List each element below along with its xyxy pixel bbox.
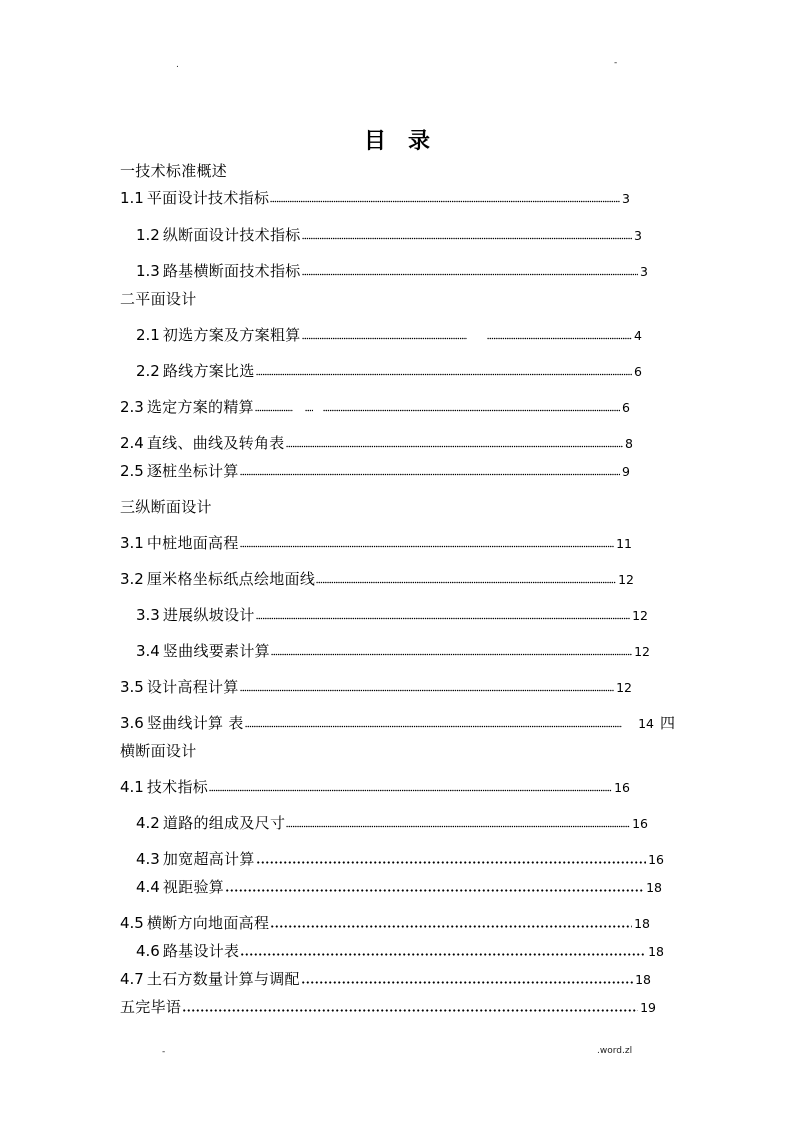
dot-leader xyxy=(240,942,646,956)
toc-entry[interactable] xyxy=(120,432,633,453)
wrapped-section-prefix: 四 xyxy=(659,714,675,732)
toc-entry[interactable] xyxy=(136,812,648,833)
entry-number: 4.6 xyxy=(136,942,160,960)
entry-page: 18 xyxy=(646,880,662,895)
dot-leader xyxy=(182,998,638,1012)
entry-number: 1.2 xyxy=(136,226,160,244)
dot-leader xyxy=(302,262,638,276)
section-heading-2: 二平面设计 xyxy=(120,290,197,308)
entry-title: 进展纵坡设计 xyxy=(162,606,255,624)
entry-page: 16 xyxy=(632,816,648,831)
entry-number: 4.3 xyxy=(136,850,160,868)
entry-title: 道路的组成及尺寸 xyxy=(162,814,286,832)
dot-leader xyxy=(301,970,633,984)
entry-number: 3.3 xyxy=(136,606,160,624)
toc-entry[interactable] xyxy=(136,224,642,245)
toc-entry[interactable] xyxy=(136,876,662,897)
toc-entry[interactable] xyxy=(136,260,648,281)
dot-leader xyxy=(240,462,620,476)
entry-page: 8 xyxy=(625,436,633,451)
entry-number: 1.1 xyxy=(120,189,144,207)
toc-entry[interactable] xyxy=(120,912,650,933)
section-heading-1: 一技术标准概述 xyxy=(120,162,228,180)
toc-entry[interactable] xyxy=(136,640,650,661)
entry-title: 选定方案的精算 xyxy=(146,398,254,416)
footer-right-text: .word.zl xyxy=(597,1046,633,1056)
dot-leader xyxy=(256,850,646,864)
dot-leader xyxy=(240,678,614,692)
dot-leader xyxy=(316,570,616,584)
section-heading-5: 五完毕语 xyxy=(120,998,182,1016)
entry-page: 12 xyxy=(616,680,632,695)
dot-leader xyxy=(240,534,614,548)
toc-entry[interactable] xyxy=(120,460,630,481)
entry-page: 3 xyxy=(622,191,630,206)
entry-number: 3.1 xyxy=(120,534,144,552)
toc-entry[interactable] xyxy=(136,940,664,961)
entry-number: 4.5 xyxy=(120,914,144,932)
dot-leader xyxy=(286,434,623,448)
entry-number: 2.1 xyxy=(136,326,160,344)
footer-left-mark: - xyxy=(162,1047,166,1057)
dot-leader xyxy=(305,398,313,412)
dot-leader xyxy=(286,814,630,828)
dot-leader xyxy=(256,362,632,376)
entry-number: 2.2 xyxy=(136,362,160,380)
toc-entry[interactable] xyxy=(136,604,648,625)
entry-page: 6 xyxy=(634,364,642,379)
toc-entry[interactable] xyxy=(120,187,630,208)
entry-page: 9 xyxy=(622,464,630,479)
entry-number: 3.2 xyxy=(120,570,144,588)
toc-entry[interactable] xyxy=(120,676,632,697)
entry-title: 技术指标 xyxy=(146,778,209,796)
entry-title: 竖曲线计算 表 xyxy=(146,714,244,732)
entry-page: 6 xyxy=(622,400,630,415)
entry-title: 逐桩坐标计算 xyxy=(146,462,239,480)
toc-entry[interactable] xyxy=(136,360,642,381)
entry-title: 路基横断面技术指标 xyxy=(162,262,301,280)
entry-page: 16 xyxy=(648,852,664,867)
header-left-mark: . xyxy=(176,60,179,70)
section-heading-4: 横断面设计 xyxy=(120,742,197,760)
dot-leader xyxy=(302,226,632,240)
entry-title: 竖曲线要素计算 xyxy=(162,642,270,660)
entry-title: 纵断面设计技术指标 xyxy=(162,226,301,244)
entry-number: 3.5 xyxy=(120,678,144,696)
toc-entry[interactable] xyxy=(136,848,664,869)
dot-leader xyxy=(323,398,620,412)
entry-page: 4 xyxy=(634,328,642,343)
toc-entry-closing[interactable] xyxy=(120,996,656,1017)
entry-title: 加宽超高计算 xyxy=(162,850,255,868)
entry-page: 18 xyxy=(635,972,651,987)
entry-title: 平面设计技术指标 xyxy=(146,189,270,207)
entry-page: 3 xyxy=(640,264,648,279)
entry-title: 视距验算 xyxy=(162,878,225,896)
entry-number: 4.1 xyxy=(120,778,144,796)
header-right-mark: - xyxy=(614,58,618,68)
entry-page: 14 xyxy=(638,716,654,731)
entry-number: 2.4 xyxy=(120,434,144,452)
dot-leader xyxy=(270,914,632,928)
entry-page: 19 xyxy=(640,1000,656,1015)
toc-entry[interactable] xyxy=(120,396,630,417)
entry-title: 路基设计表 xyxy=(162,942,240,960)
dot-leader xyxy=(270,189,620,203)
dot-leader xyxy=(302,326,467,340)
toc-entry[interactable] xyxy=(120,968,651,989)
entry-page: 18 xyxy=(648,944,664,959)
entry-title: 厘米格坐标纸点绘地面线 xyxy=(146,570,316,588)
toc-entry[interactable] xyxy=(136,324,642,345)
entry-page: 16 xyxy=(614,780,630,795)
entry-title: 路线方案比选 xyxy=(162,362,255,380)
entry-title: 中桩地面高程 xyxy=(146,534,239,552)
dot-leader xyxy=(209,778,612,792)
dot-leader xyxy=(245,714,622,728)
toc-entry[interactable] xyxy=(120,568,634,589)
dot-leader xyxy=(271,642,632,656)
section-heading-3: 三纵断面设计 xyxy=(120,498,212,516)
entry-title: 直线、曲线及转角表 xyxy=(146,434,285,452)
entry-number: 2.5 xyxy=(120,462,144,480)
entry-number: 2.3 xyxy=(120,398,144,416)
dot-leader xyxy=(225,878,644,892)
toc-entry[interactable] xyxy=(120,776,630,797)
toc-entry[interactable] xyxy=(120,532,632,553)
entry-number: 4.2 xyxy=(136,814,160,832)
entry-number: 4.7 xyxy=(120,970,144,988)
entry-number: 1.3 xyxy=(136,262,160,280)
entry-page: 11 xyxy=(616,536,632,551)
page-title: 目录 xyxy=(363,129,452,154)
entry-page: 3 xyxy=(634,228,642,243)
entry-title: 初选方案及方案粗算 xyxy=(162,326,301,344)
entry-page: 18 xyxy=(634,916,650,931)
dot-leader xyxy=(487,326,632,340)
dot-leader xyxy=(256,606,630,620)
entry-title: 横断方向地面高程 xyxy=(146,914,270,932)
entry-page: 12 xyxy=(632,608,648,623)
entry-number: 4.4 xyxy=(136,878,160,896)
toc-entry[interactable] xyxy=(120,712,675,733)
entry-title: 设计高程计算 xyxy=(146,678,239,696)
entry-number: 3.4 xyxy=(136,642,160,660)
dot-leader xyxy=(255,398,293,412)
entry-page: 12 xyxy=(634,644,650,659)
entry-title: 土石方数量计算与调配 xyxy=(146,970,300,988)
entry-page: 12 xyxy=(618,572,634,587)
entry-number: 3.6 xyxy=(120,714,144,732)
